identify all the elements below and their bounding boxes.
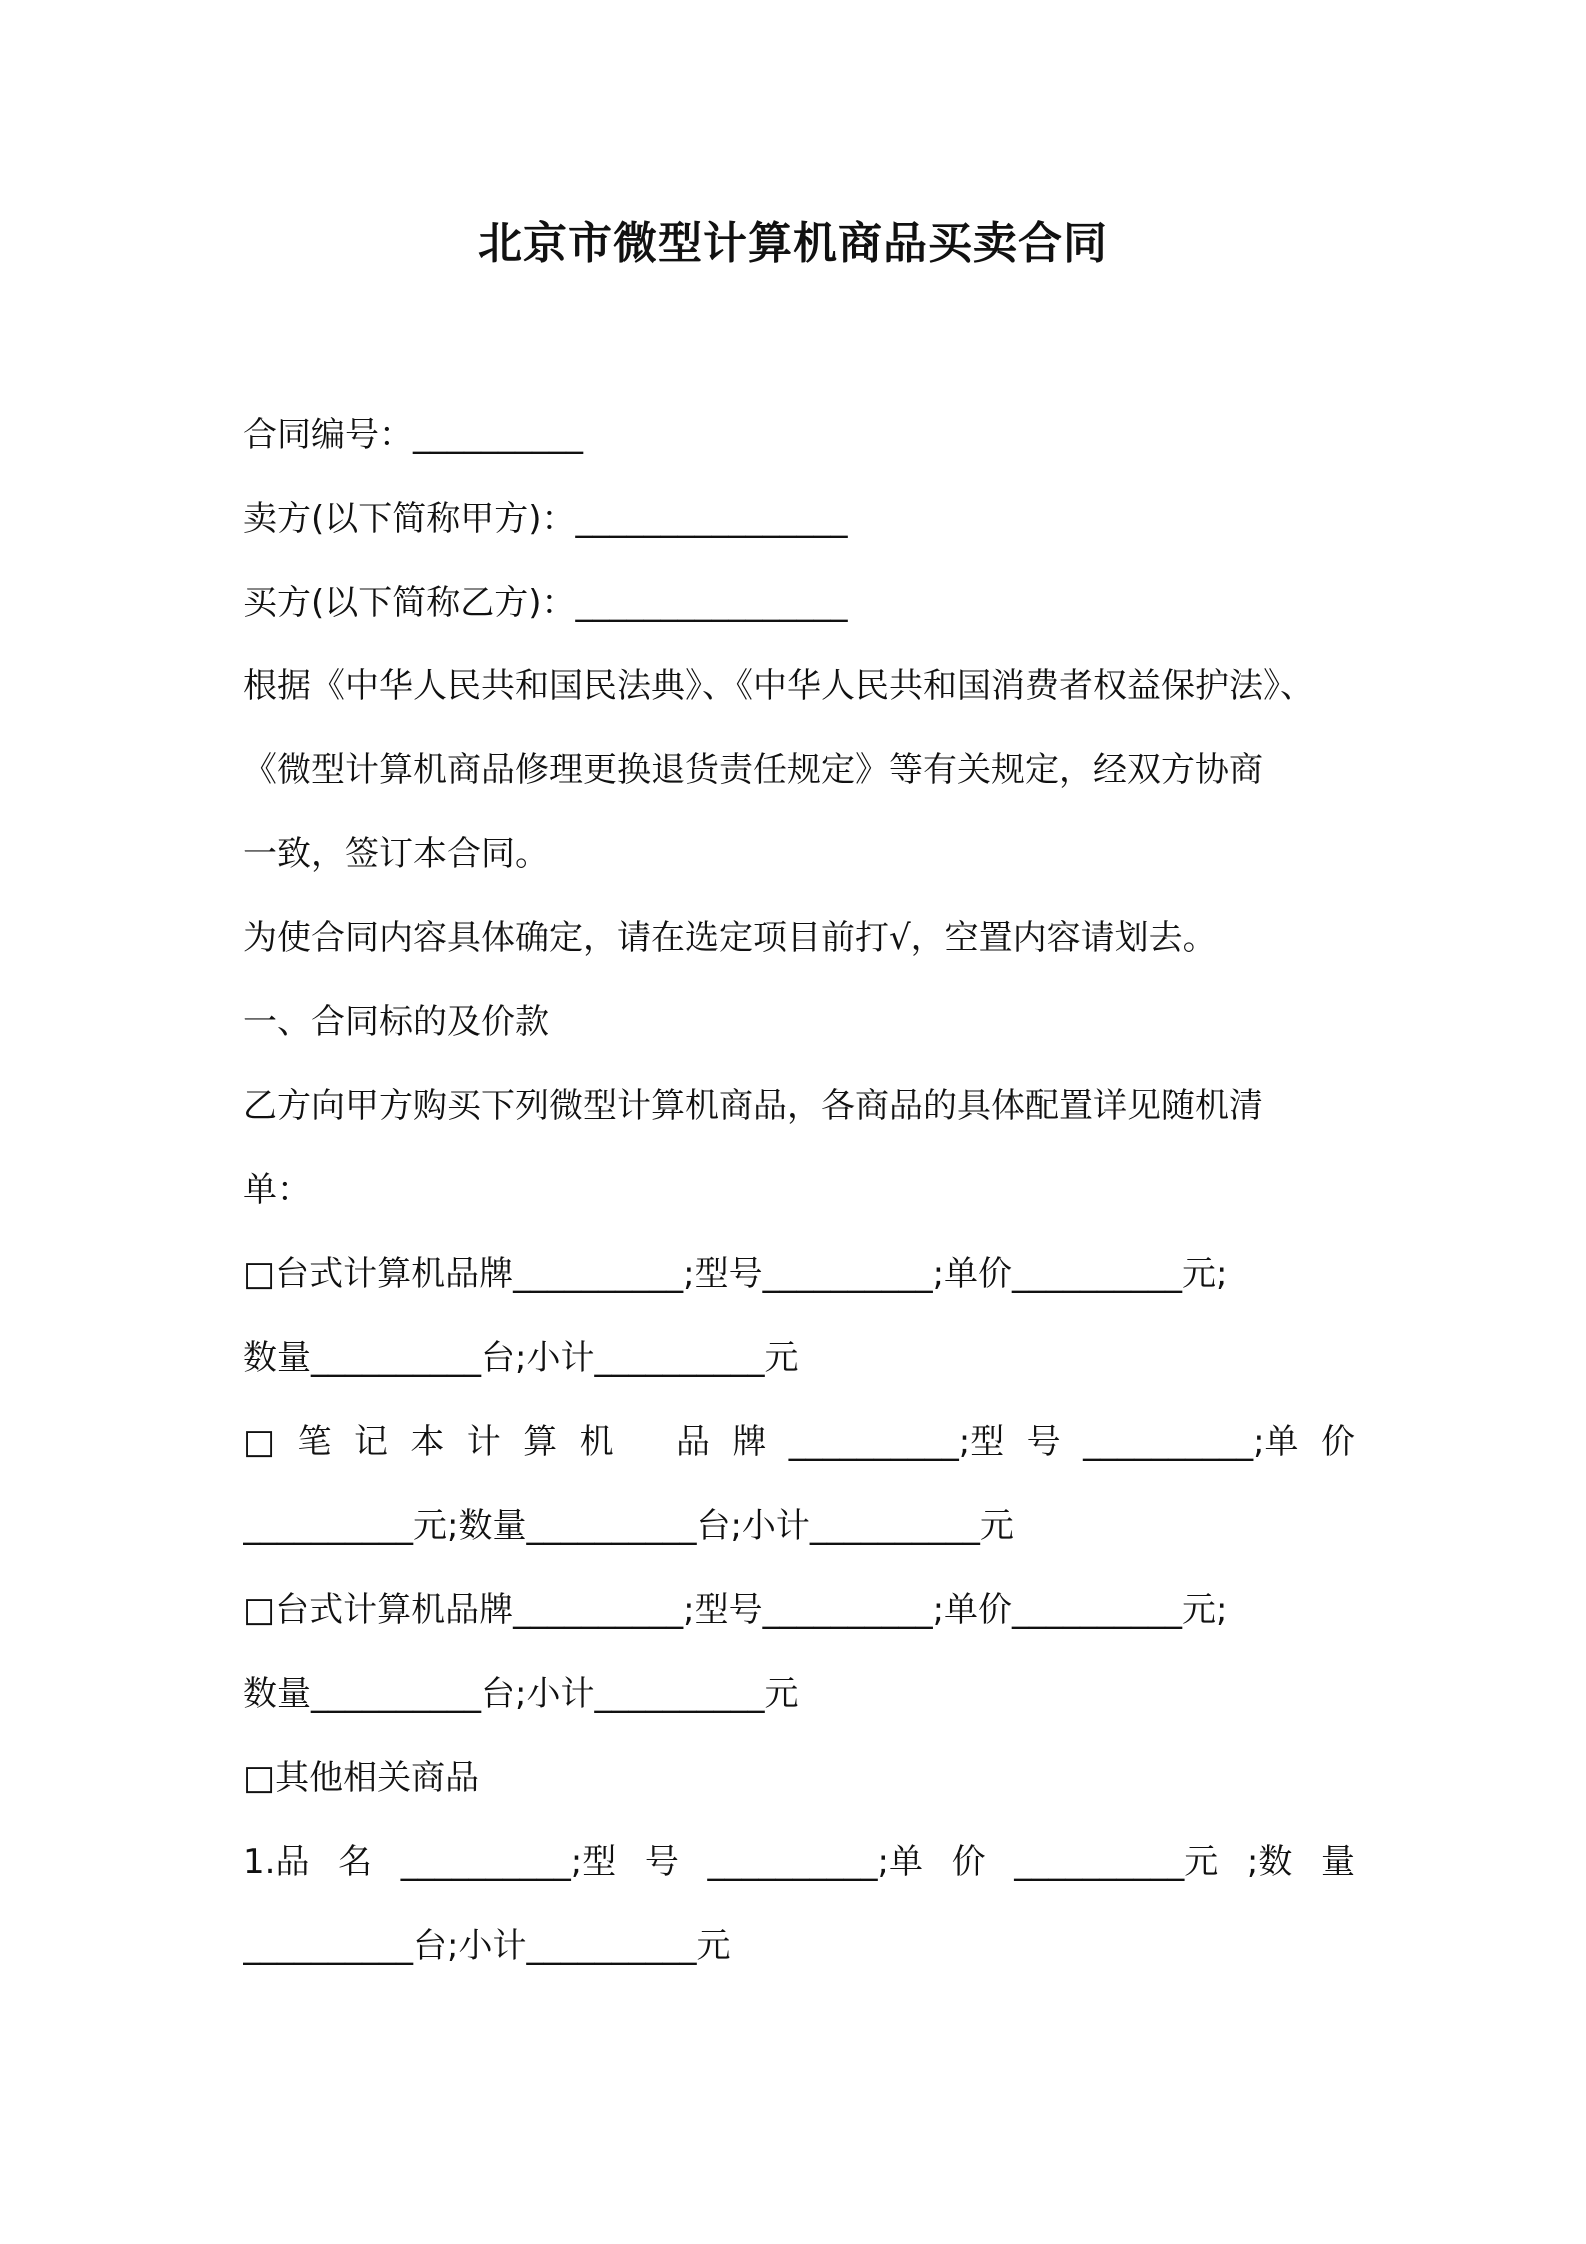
item-laptop-part: __________;型 [788,1422,1005,1462]
item-laptop-part: 品 [675,1422,710,1462]
item-other-1-part: 量 [1320,1842,1355,1882]
item-desktop-1-line-2: 数量__________台;小计__________元 [243,1338,799,1378]
item-laptop-part: □ [243,1422,276,1462]
buyer-line: 买方(以下简称乙方)：________________ [243,583,848,623]
item-other-1-line-2: __________台;小计__________元 [243,1926,731,1966]
instruction-line: 为使合同内容具体确定，请在选定项目前打√，空置内容请划去。 [243,918,1217,958]
item-other-1-part: 名 [338,1842,373,1882]
item-desktop-1-line-1: □台式计算机品牌__________;型号__________;单价__________元; [243,1254,1228,1294]
item-other-1-line-1 [243,1837,1355,1887]
item-other-1-part: ;数 [1246,1842,1293,1882]
item-laptop-part: 本 [410,1422,445,1462]
legal-basis-line-2: 《微型计算机商品修理更换退货责任规定》等有关规定，经双方协商 [243,750,1263,790]
contract-number-line: 合同编号：__________ [243,415,583,455]
item-laptop-part: 算 [523,1422,558,1462]
item-laptop-part: 牌 [732,1422,767,1462]
item-laptop-part: 号 [1026,1422,1061,1462]
item-laptop-part: 计 [466,1422,501,1462]
item-laptop-part: 笔 [297,1422,332,1462]
section-1-intro-line-2: 单： [243,1170,311,1210]
item-laptop-part: 价 [1320,1422,1355,1462]
section-1-heading: 一、合同标的及价款 [243,1002,549,1042]
legal-basis-line-3: 一致，签订本合同。 [243,834,549,874]
document-title: 北京市微型计算机商品买卖合同 [478,218,1108,269]
item-laptop-line-2: __________元;数量__________台;小计__________元 [243,1506,1014,1546]
item-other-1-part: 价 [951,1842,986,1882]
item-laptop-part: __________;单 [1083,1422,1299,1462]
item-other-1-part: __________元 [1014,1842,1219,1882]
legal-basis-line-1: 根据《中华人民共和国民法典》、《中华人民共和国消费者权益保护法》、 [243,666,1314,706]
item-laptop-part: 记 [353,1422,388,1462]
seller-line: 卖方(以下简称甲方)：________________ [243,499,848,539]
item-desktop-2-line-1: □台式计算机品牌__________;型号__________;单价__________元; [243,1590,1228,1630]
item-desktop-2-line-2: 数量__________台;小计__________元 [243,1674,799,1714]
item-other-1-part: __________;单 [707,1842,923,1882]
item-other-1-part: 1.品 [243,1842,310,1882]
item-other-1-part: 号 [644,1842,679,1882]
item-laptop-line-1 [243,1417,1355,1467]
item-laptop-part: 机 [579,1422,614,1462]
item-other-1-part: __________;型 [400,1842,617,1882]
section-1-intro-line-1: 乙方向甲方购买下列微型计算机商品，各商品的具体配置详见随机清 [243,1086,1263,1126]
item-other-heading: □其他相关商品 [243,1758,480,1798]
